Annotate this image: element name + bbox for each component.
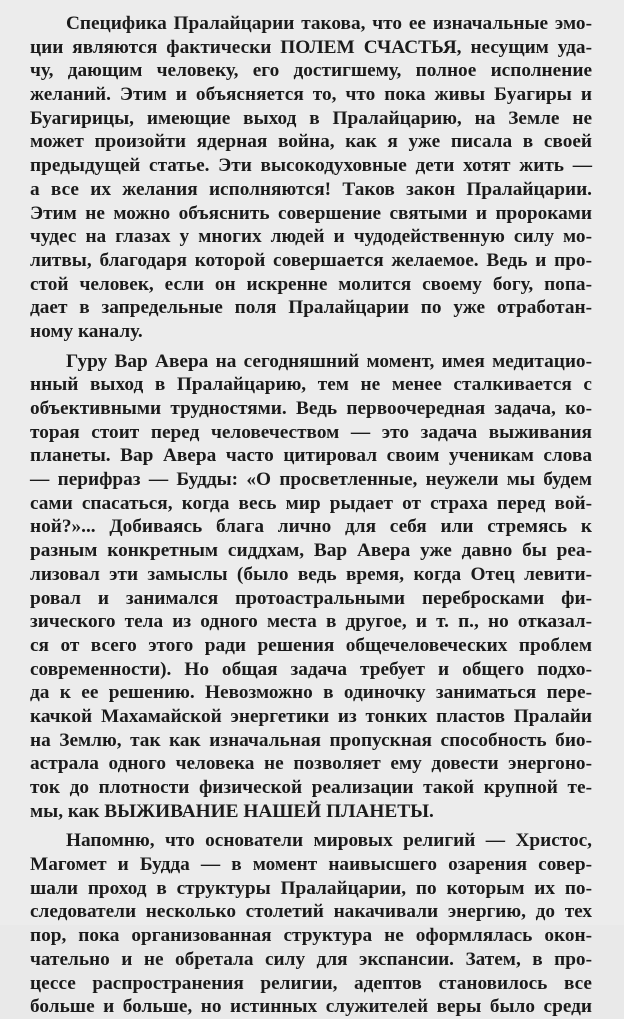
text-line: современности). Но общая задача требует и общего подхо- [30, 658, 592, 680]
text-line: на Землю, так как изначальная пропускная способность био- [30, 729, 592, 751]
text-line: Магомет и Будда — в момент наивысшего озарения совер- [30, 854, 592, 876]
text-line: ции являются фактически ПОЛЕМ СЧАСТЬЯ, несущим уда- [30, 36, 592, 58]
text-line: планеты. Вар Авера часто цитировал своим ученикам слова [30, 445, 592, 467]
text-line: ток до плотности физической реализации такой крупной те- [30, 777, 592, 798]
text-line: дает в запредельные поля Пралайцарии по уже отработан- [30, 297, 592, 319]
text-line: — перифраз — Будды: «О просветленные, неужели мы будем [30, 469, 592, 491]
text-line: ровал и занимался протоастральными переброcками фи- [30, 587, 592, 609]
text-line: объективными трудностями. Ведь первоочередная задача, ко- [30, 398, 592, 419]
text-line: качкой Махамайской энергетики из тонких пластов Пралайи [30, 705, 592, 727]
text-line: разным конкретным сиддхам, Вар Авера уже давно бы реа- [30, 540, 592, 562]
text-line: торая стоит перед человечеством — это задача выживания [30, 421, 592, 443]
text-line: мы, как ВЫЖИВАНИЕ НАШЕЙ ПЛАНЕТЫ. [30, 800, 434, 822]
text-line: нный выход в Пралайцарию, тем не менее сталкивается с [30, 374, 592, 396]
text-line: лизовал эти замыслы (было ведь время, когда Отец левити- [30, 563, 592, 585]
text-line: да к ее решению. Невозможно в одиночку заниматься пере- [30, 682, 592, 704]
text-line: следователи несколько столетий накачивали энергию, до тех [30, 901, 592, 923]
text-line: стой человек, если он искренне молится своему богу, попа- [30, 273, 592, 295]
text-line: Гуру Вар Авера на сегодняшний момент, имея медитацио- [66, 350, 592, 372]
text-line: желаний. Этим и объясняется то, что пока живы Бyагиры и [30, 84, 592, 106]
text-line: чательно и не обретала силу для экспансии. Затем, в про- [30, 948, 592, 970]
text-line: литвы, благодаря которой совершается желаемое. Ведь и про- [30, 249, 592, 271]
paragraph [30, 12, 592, 344]
text-line: цессе распространения религии, адептов становилось все [30, 972, 592, 994]
text-line: Напомню, что основатели мировых религий — Христос, [66, 830, 592, 852]
text-line: ному каналу. [30, 320, 143, 342]
text-line: шали проход в структуры Пралайцарии, по которым их по- [30, 877, 592, 899]
page-text [30, 12, 592, 1019]
text-line: чу, дающим человеку, его достигшему, полное исполнение [30, 60, 592, 82]
paragraph [30, 350, 592, 824]
text-line: может произойти ядерная война, как я уже писала в своей [30, 131, 592, 153]
text-line: больше и больше, но истинных служителей веры было среди [30, 996, 592, 1018]
text-line: Этим не можно объяснить совершение святыми и пророками [30, 202, 592, 224]
text-line: сами спасаться, когда весь мир рыдает от страха перед вой- [30, 492, 592, 514]
text-line: Буагирицы, имеющие выход в Пралайцарию, на Земле не [30, 107, 592, 129]
text-line: Специфика Пралайцарии такова, что ее изначальные эмо- [66, 13, 592, 34]
text-line: пор, пока организованная структура не оформлялась окон- [30, 925, 592, 947]
text-line: астрала одного человека не позволяет ему довести энергоно- [30, 753, 592, 775]
text-line: предыдущей статье. Эти высокодуховные дети хотят жить — [30, 155, 592, 177]
text-line: а все их желания исполняются! Таков закон Пралайцарии. [30, 178, 592, 200]
paragraph [30, 829, 592, 1019]
text-line: чудес на глазах у многих людей и чудодейственную силу мо- [30, 226, 592, 248]
text-line: ся от всего этого ради решения общечеловеческих проблем [30, 634, 592, 656]
text-line: ной?»... Добиваясь блага лично для себя или стремясь к [30, 516, 592, 538]
text-line: зического тела из одного места в другое, и т. п., но отказал- [30, 611, 592, 633]
